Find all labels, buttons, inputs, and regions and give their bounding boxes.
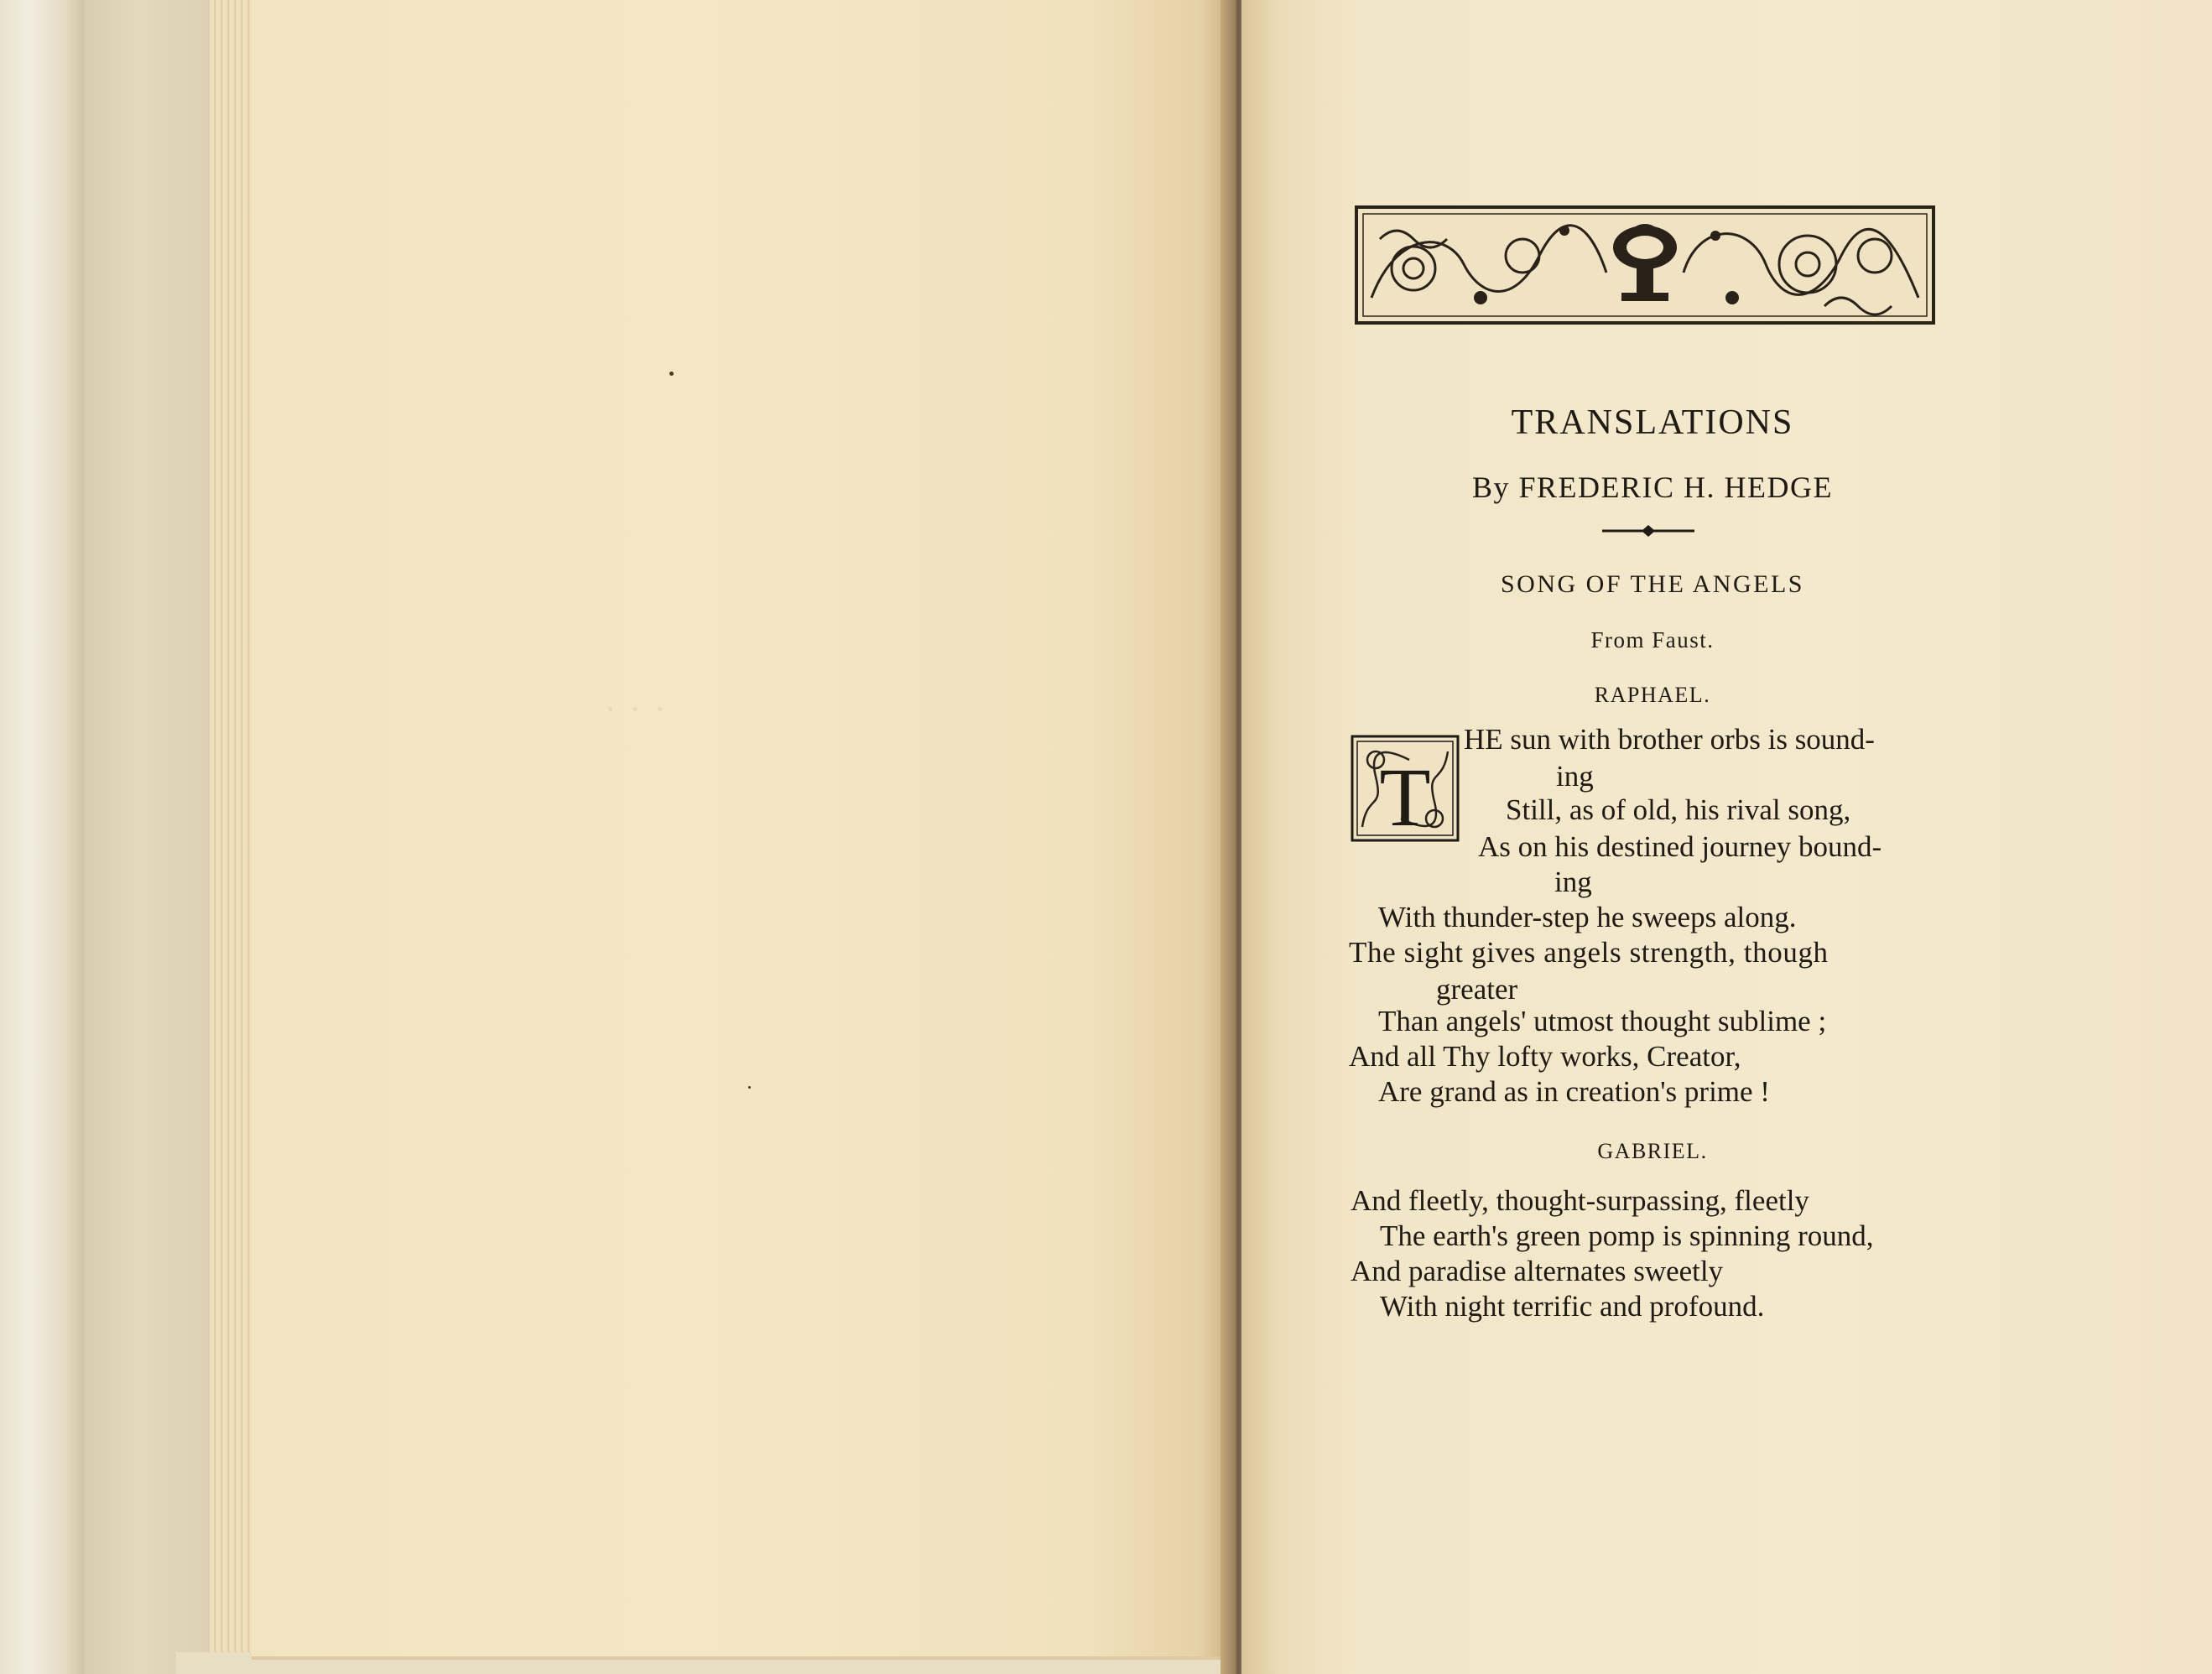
author-byline: By FREDERIC H. HEDGE — [1471, 470, 1833, 504]
ornamental-divider-icon — [1602, 525, 1694, 537]
poem-line: As on his destined journey bound- — [1478, 830, 1882, 863]
speaker-raphael: RAPHAEL. — [1594, 683, 1711, 707]
poem-line: ing — [1554, 866, 1592, 898]
poem-line: And fleetly, thought-surpassing, fleetly — [1351, 1184, 1809, 1217]
poem-line: greater — [1436, 973, 1518, 1006]
svg-text:T: T — [1379, 751, 1431, 842]
poem-line: Are grand as in creation's prime ! — [1378, 1075, 1770, 1108]
drop-cap-t — [1351, 735, 1460, 842]
left-page-blank — [252, 0, 1229, 1660]
book-title: TRANSLATIONS — [1511, 403, 1794, 442]
poem-line: The earth's green pomp is spinning round, — [1380, 1219, 1874, 1252]
cover-inner-board — [84, 0, 220, 1674]
poem-line: With night terrific and profound. — [1380, 1290, 1765, 1323]
ornamental-headpiece — [1355, 205, 1935, 330]
book-cover-edge — [0, 0, 84, 1674]
poem-line: And paradise alternates sweetly — [1351, 1255, 1724, 1287]
poem-line: Than angels' utmost thought sublime ; — [1378, 1005, 1827, 1037]
poem-source: From Faust. — [1590, 627, 1715, 652]
poem-line: ing — [1556, 760, 1594, 793]
poem-line: The sight gives angels strength, though — [1349, 936, 1829, 969]
poem-line: With thunder-step he sweeps along. — [1378, 901, 1797, 933]
poem-line: Still, as of old, his rival song, — [1506, 793, 1851, 826]
bleed-through-text: · · · — [604, 689, 668, 730]
poem-title: SONG OF THE ANGELS — [1501, 570, 1804, 598]
paper-speck — [748, 1086, 751, 1089]
paper-speck — [669, 372, 674, 376]
speaker-gabriel: GABRIEL. — [1597, 1139, 1708, 1163]
poem-line: And all Thy lofty works, Creator, — [1349, 1040, 1741, 1073]
poem-line: HE sun with brother orbs is sound- — [1464, 723, 1875, 756]
